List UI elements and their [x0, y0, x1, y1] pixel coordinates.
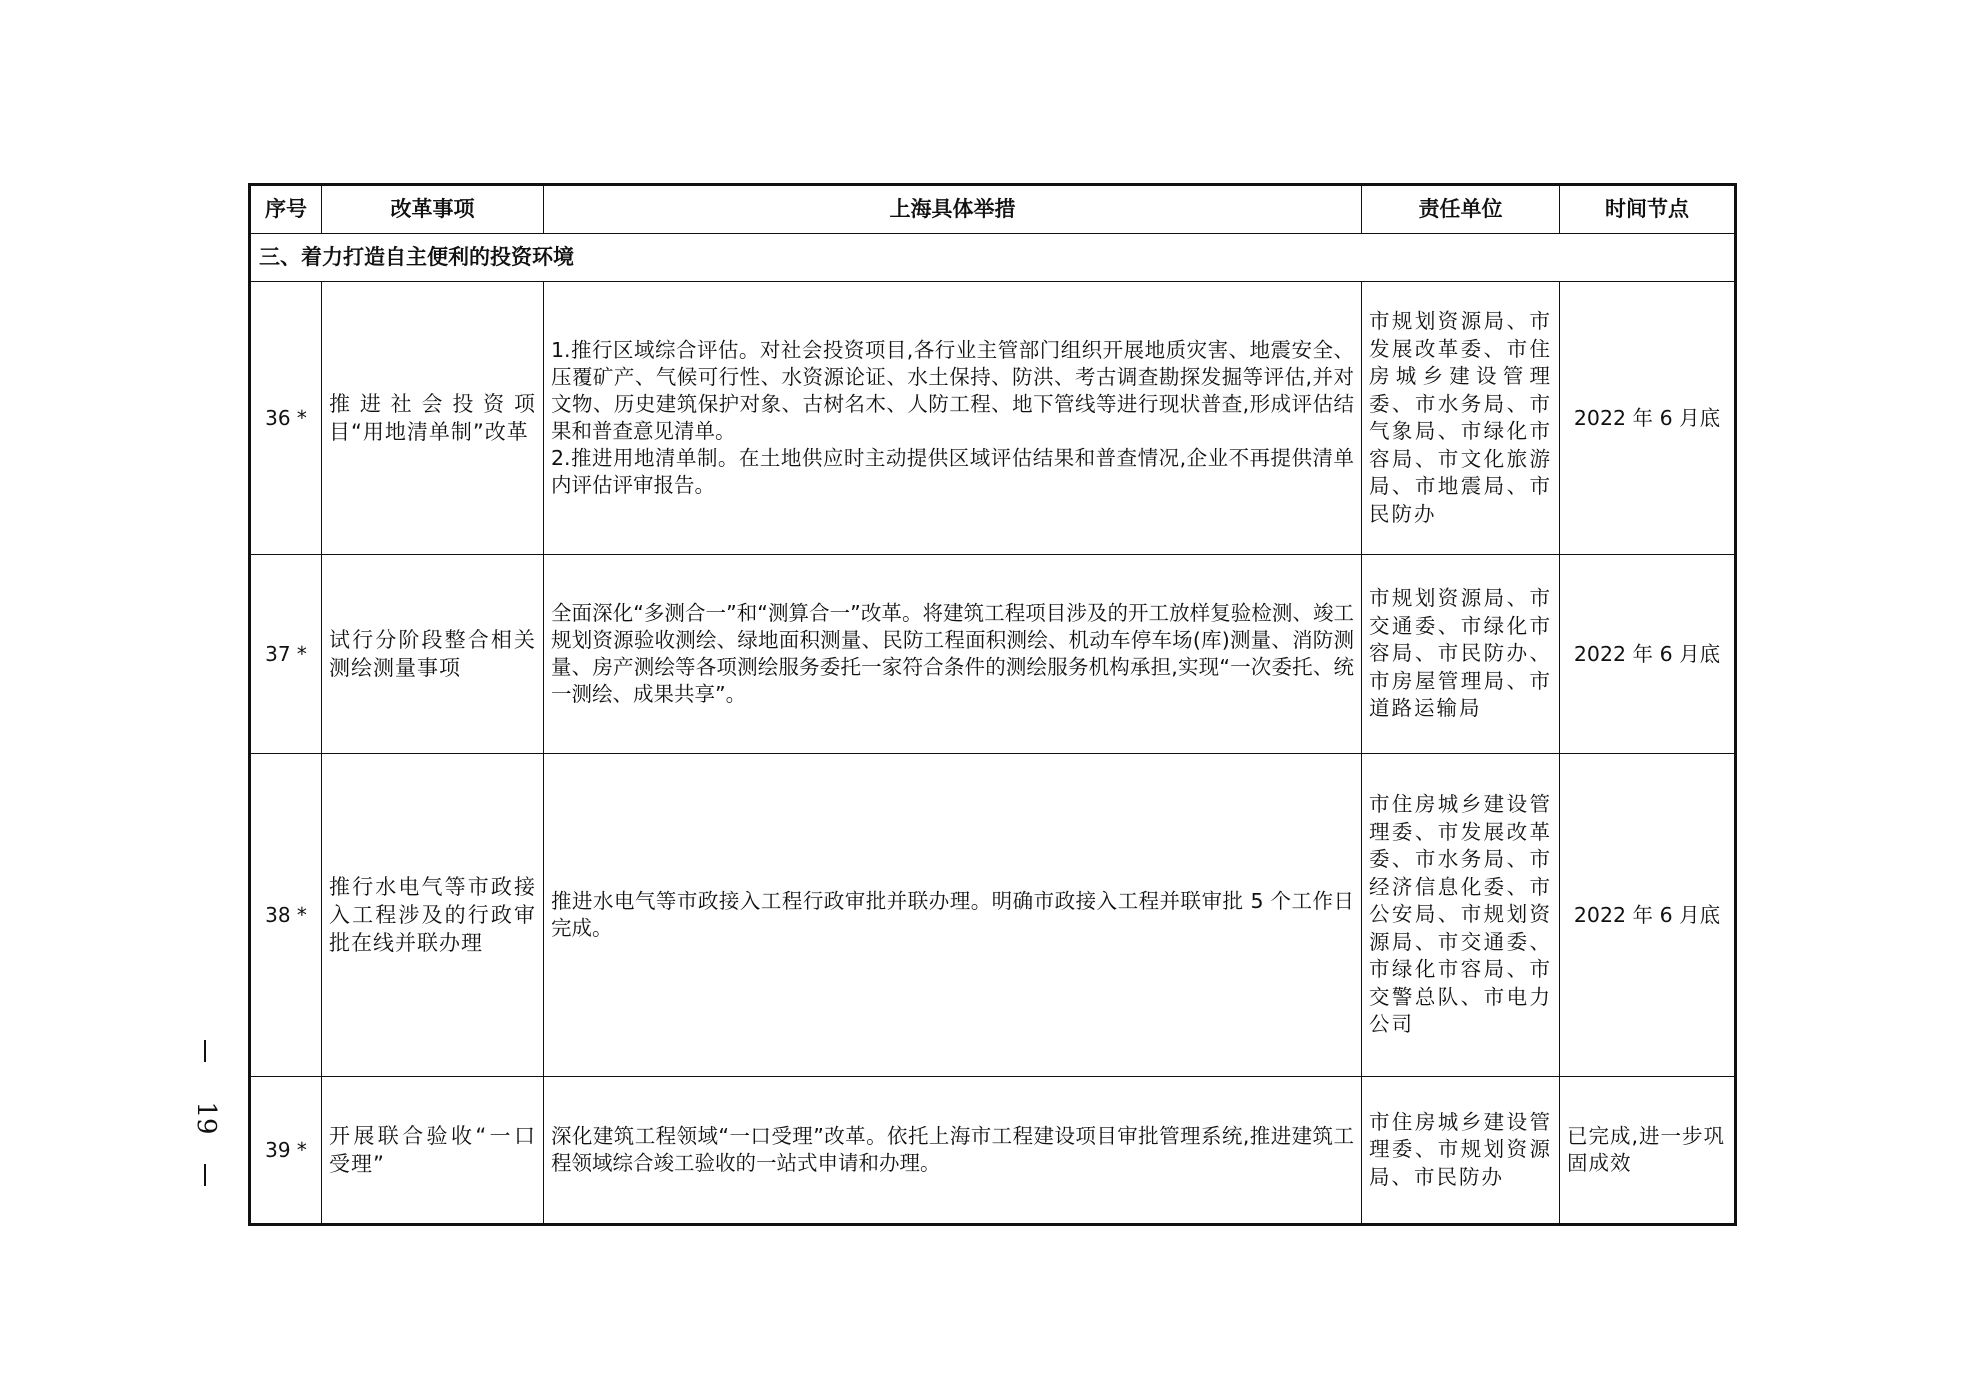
- header-unit: 责任单位: [1362, 185, 1560, 234]
- page-number: [186, 1040, 226, 1190]
- row-item: 开展联合验收“一口受理”: [322, 1077, 544, 1225]
- row-unit: 市住房城乡建设管理委、市规划资源局、市民防办: [1362, 1077, 1560, 1225]
- row-measure: [544, 555, 1362, 754]
- row-time: 2022 年 6 月底: [1560, 555, 1736, 754]
- row-measure-para: 推进水电气等市政接入工程行政审批并联办理。明确市政接入工程并联审批 5 个工作日完成。: [551, 889, 1354, 940]
- row-unit: 市规划资源局、市发展改革委、市住房城乡建设管理委、市水务局、市气象局、市绿化市容局、市文化旅游局、市地震局、市民防办: [1362, 282, 1560, 555]
- row-no: 39 *: [250, 1077, 322, 1225]
- table-row: [250, 754, 1736, 1077]
- row-measure-para: 深化建筑工程领域“一口受理”改革。依托上海市工程建设项目审批管理系统,推进建筑工程领域综合竣工验收的一站式申请和办理。: [551, 1124, 1354, 1175]
- header-time: 时间节点: [1560, 185, 1736, 234]
- reform-table: [248, 183, 1737, 1226]
- table-row: [250, 1077, 1736, 1225]
- row-unit: 市规划资源局、市交通委、市绿化市容局、市民防办、市房屋管理局、市道路运输局: [1362, 555, 1560, 754]
- table-row: [250, 555, 1736, 754]
- row-measure-para: 2.推进用地清单制。在土地供应时主动提供区域评估结果和普查情况,企业不再提供清单内评估评审报告。: [551, 446, 1354, 497]
- row-unit: 市住房城乡建设管理委、市发展改革委、市水务局、市经济信息化委、市公安局、市规划资源局、市交通委、市绿化市容局、市交警总队、市电力公司: [1362, 754, 1560, 1077]
- row-measure: [544, 754, 1362, 1077]
- row-no: 37 *: [250, 555, 322, 754]
- row-item: 推行水电气等市政接入工程涉及的行政审批在线并联办理: [322, 754, 544, 1077]
- page-dash: [204, 1040, 206, 1062]
- row-time: 2022 年 6 月底: [1560, 754, 1736, 1077]
- row-measure: [544, 282, 1362, 555]
- row-measure-para: 全面深化“多测合一”和“测算合一”改革。将建筑工程项目涉及的开工放样复验检测、竣工规划资源验收测绘、绿地面积测量、民防工程面积测绘、机动车停车场(库)测量、消防测量、房产测绘等各项测绘服务委托一家符合条件的测绘服务机构承担,实现“一次委托、统一测绘、成果共享”。: [551, 601, 1354, 706]
- header-measure: 上海具体举措: [544, 185, 1362, 234]
- section-row: [250, 234, 1736, 282]
- row-time: 已完成,进一步巩固成效: [1560, 1077, 1736, 1225]
- table-header-row: [250, 185, 1736, 234]
- table-row: [250, 282, 1736, 555]
- row-time: 2022 年 6 月底: [1560, 282, 1736, 555]
- header-item: 改革事项: [322, 185, 544, 234]
- reform-table-container: [248, 183, 1734, 1226]
- section-title: 三、着力打造自主便利的投资环境: [250, 234, 1736, 282]
- row-item: 试行分阶段整合相关测绘测量事项: [322, 555, 544, 754]
- row-measure-para: 1.推行区域综合评估。对社会投资项目,各行业主管部门组织开展地质灾害、地震安全、压覆矿产、气候可行性、水资源论证、水土保持、防洪、考古调查勘探发掘等评估,并对文物、历史建筑保护对象、古树名木、人防工程、地下管线等进行现状普查,形成评估结果和普查意见清单。: [551, 338, 1354, 443]
- row-item: 推进社会投资项目“用地清单制”改革: [322, 282, 544, 555]
- row-no: 38 *: [250, 754, 322, 1077]
- row-measure: [544, 1077, 1362, 1225]
- row-no: 36 *: [250, 282, 322, 555]
- page-number-text: 19: [191, 1101, 221, 1135]
- page-dash: [204, 1164, 206, 1186]
- header-no: 序号: [250, 185, 322, 234]
